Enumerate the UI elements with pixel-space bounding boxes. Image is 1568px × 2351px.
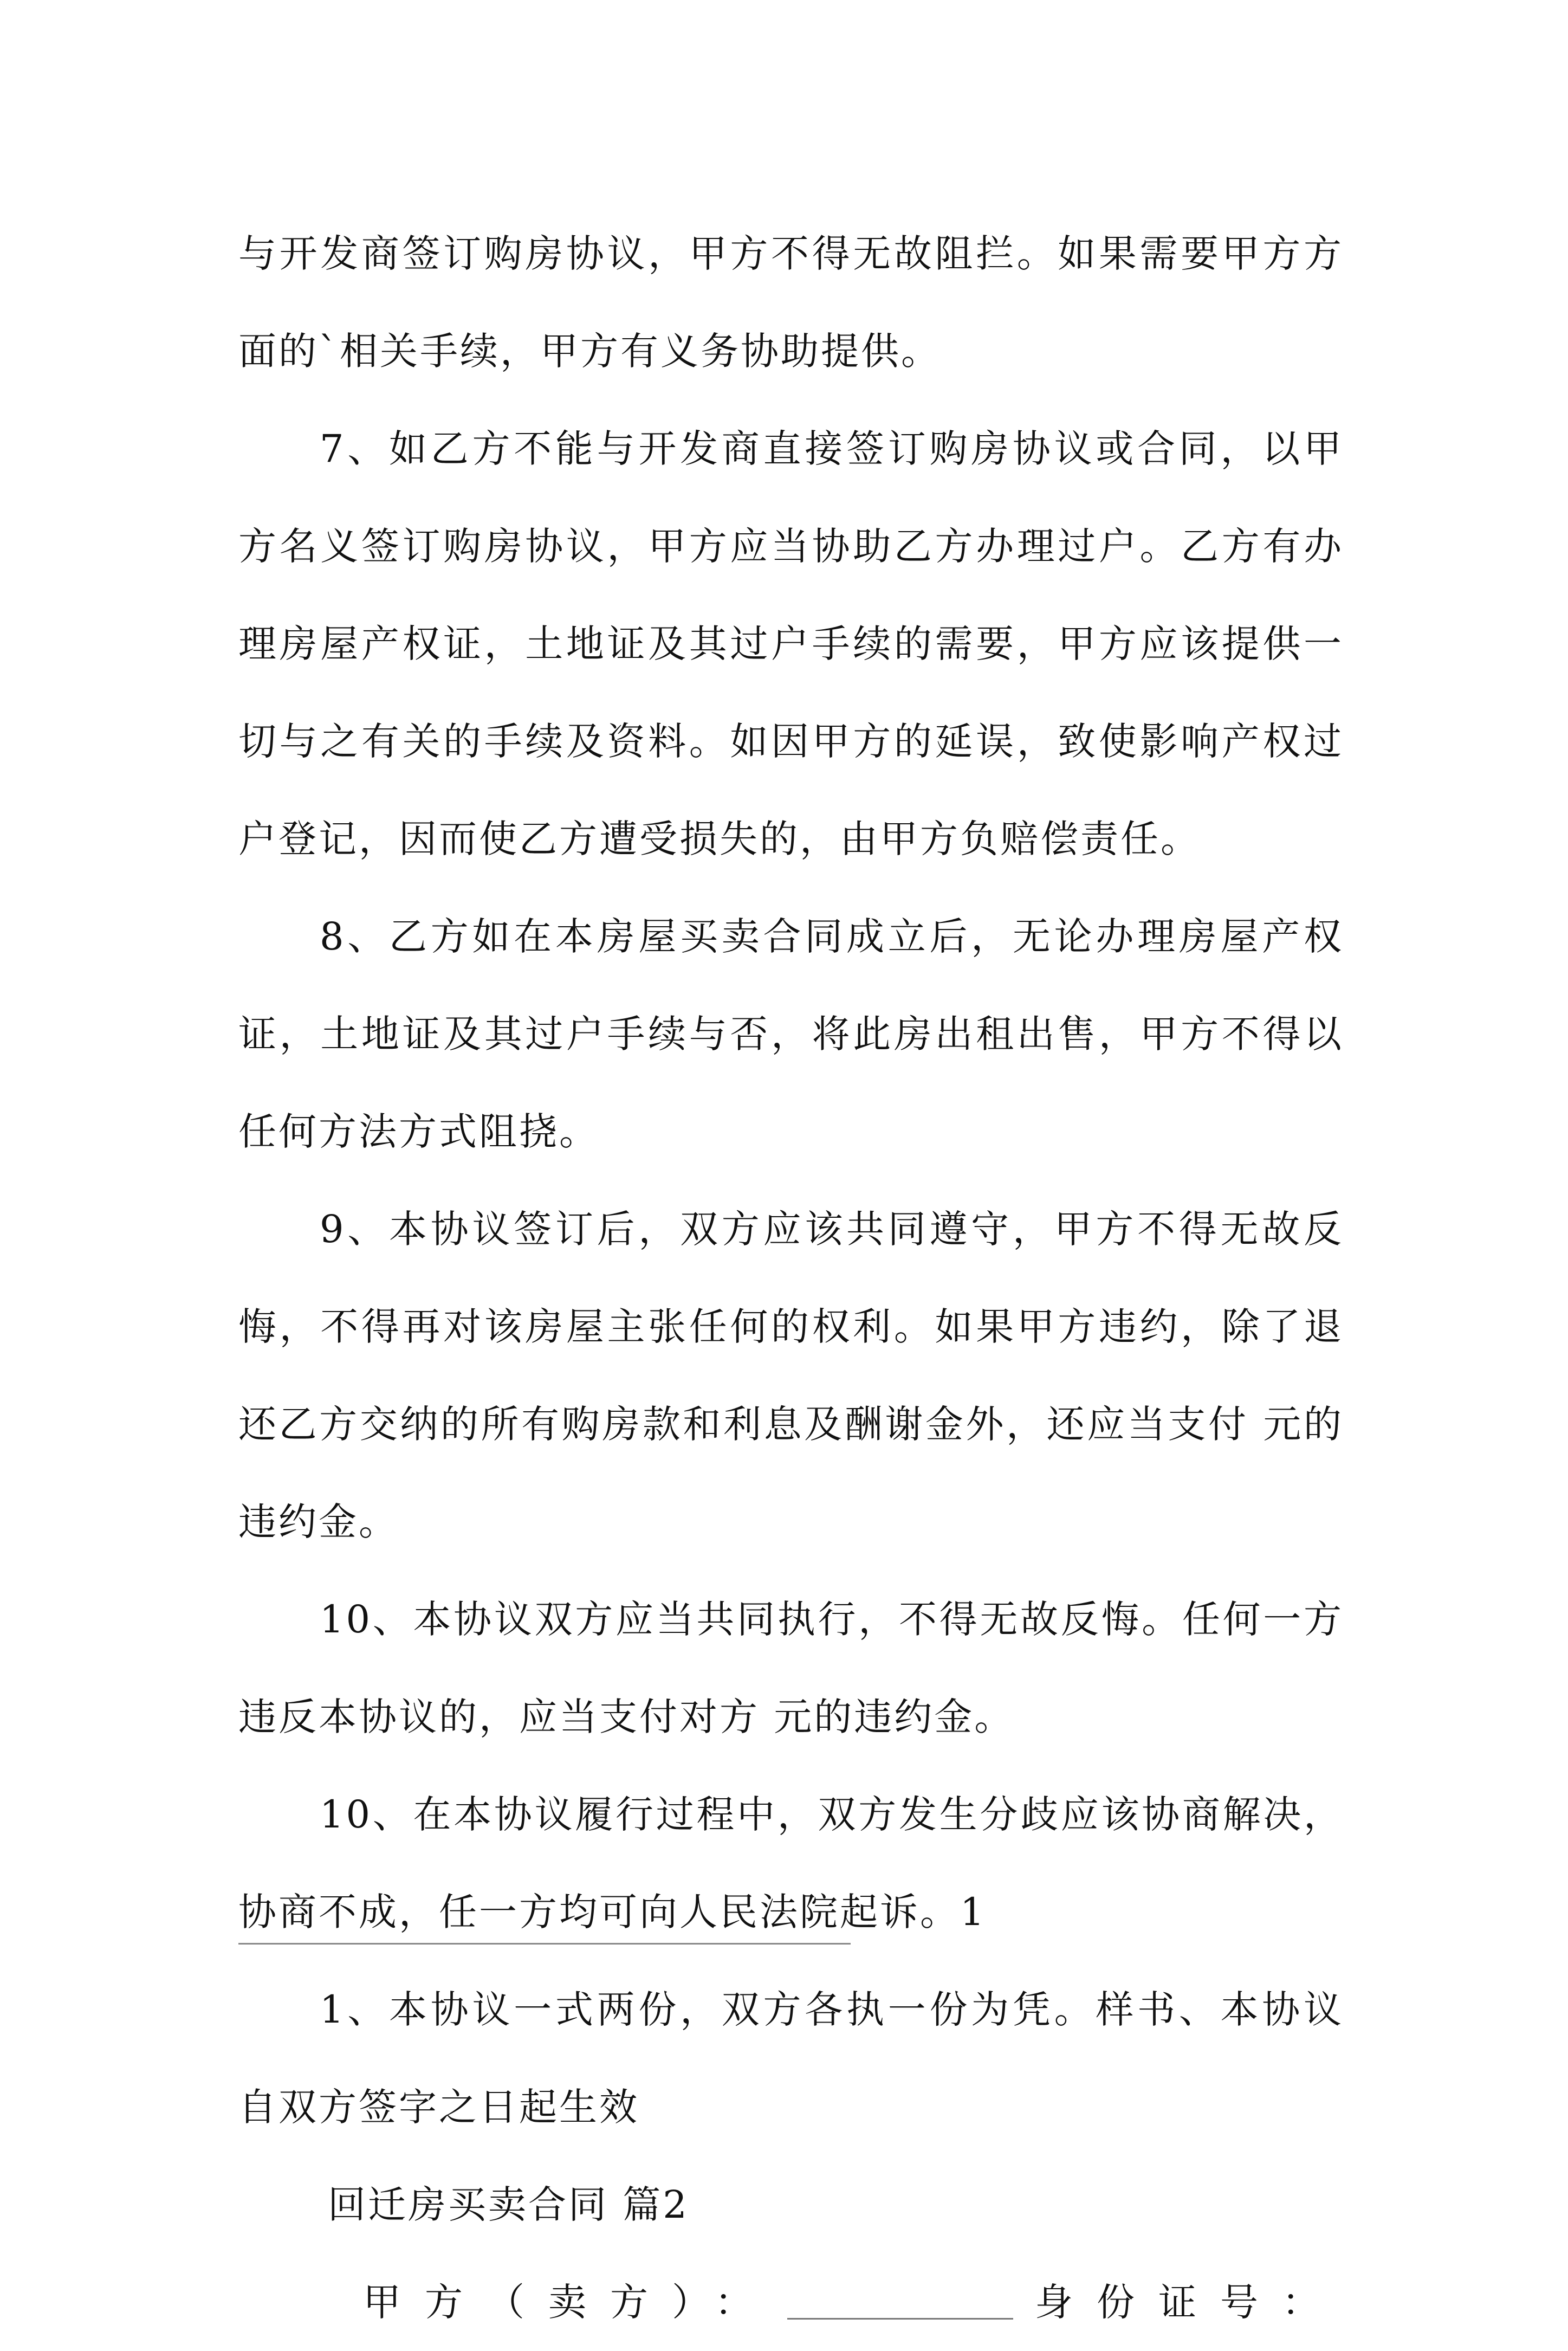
id-number-blank[interactable] <box>238 1943 851 1945</box>
paragraph-clause-7: 7、如乙方不能与开发商直接签订购房协议或合同，以甲方名义签订购房协议，甲方应当协助乙方办理过户。乙方有办理房屋产权证，土地证及其过户手续的需要，甲方应该提供一切与之有关的手续及资料。如因甲方的延误，致使影响产权过户登记，因而使乙方遭受损失的，由甲方负赔偿责任。 <box>238 427 1344 861</box>
party-a-label: 甲方（卖方）： <box>363 2280 776 2324</box>
section-heading: 回迁房买卖合同 篇2 <box>328 2182 689 2227</box>
party-a-name-blank[interactable] <box>787 2285 1013 2320</box>
paragraph-continuation: 与开发商签订购房协议，甲方不得无故阻拦。如果需要甲方方面的`相关手续，甲方有义务协助提供。 <box>238 231 1344 373</box>
id-number-label: 身份证号： <box>1035 2280 1344 2324</box>
paragraph-clause-9: 9、本协议签订后，双方应该共同遵守，甲方不得无故反悔，不得再对该房屋主张任何的权利。如果甲方违约，除了退还乙方交纳的所有购房款和利息及酬谢金外，还应当支付 元的违约金。 <box>238 1207 1344 1544</box>
paragraph-clause-10a: 10、本协议双方应当共同执行，不得无故反悔。任何一方违反本协议的，应当支付对方 元的违约金。 <box>238 1597 1344 1739</box>
paragraph-clause-1: 1、本协议一式两份，双方各执一份为凭。样书、本协议自双方签字之日起生效 <box>238 1987 1344 2129</box>
paragraph-clause-10b: 10、在本协议履行过程中，双方发生分歧应该协商解决，协商不成，任一方均可向人民法院起诉。1 <box>238 1792 1344 1934</box>
document-body <box>238 205 1344 2351</box>
paragraph-clause-8: 8、乙方如在本房屋买卖合同成立后，无论办理房屋产权证，土地证及其过户手续与否，将此房出租出售，甲方不得以任何方法方式阻挠。 <box>238 914 1344 1154</box>
party-a-line <box>238 2253 1344 2351</box>
